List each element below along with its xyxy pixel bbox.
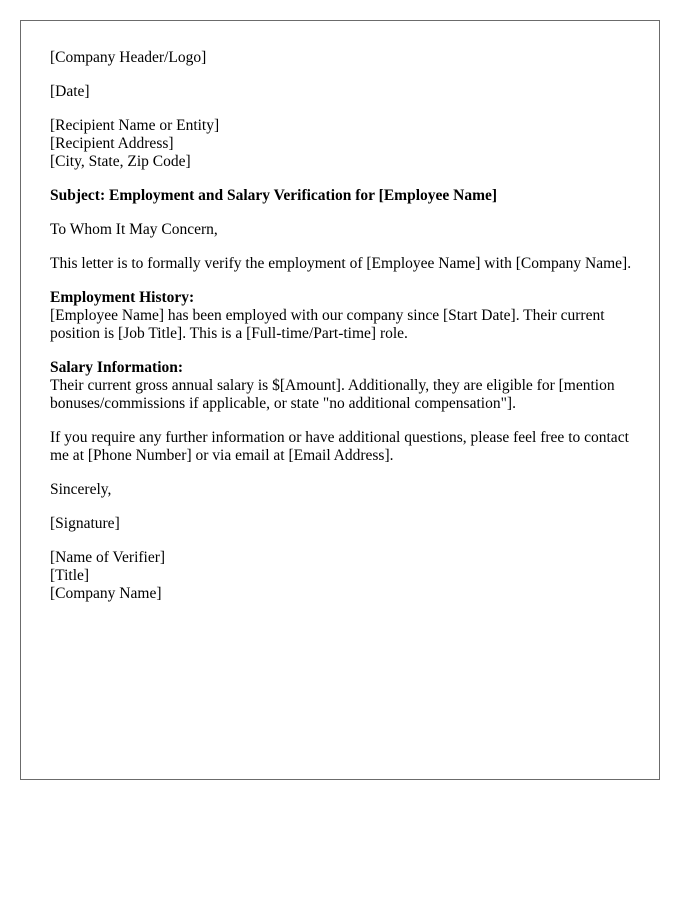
closing: Sincerely, [50, 481, 112, 498]
employment-history-body: [Employee Name] has been employed with our company since [Start Date]. Their current position is [Job Title]. This is a [Full-time/Part-time] role. [50, 307, 605, 342]
letter-date: [Date] [50, 83, 90, 100]
company-header: [Company Header/Logo] [50, 49, 207, 66]
verifier-title: [Title] [50, 567, 90, 584]
recipient-name: [Recipient Name or Entity] [50, 117, 220, 134]
salutation: To Whom It May Concern, [50, 221, 218, 238]
recipient-block [50, 117, 640, 171]
verifier-block [50, 549, 640, 603]
employment-history-heading: Employment History: [50, 289, 195, 306]
recipient-address: [Recipient Address] [50, 135, 174, 152]
signature: [Signature] [50, 515, 120, 532]
letter-body [50, 49, 640, 619]
letter-page [20, 20, 660, 780]
verifier-name: [Name of Verifier] [50, 549, 166, 566]
verifier-company: [Company Name] [50, 585, 162, 602]
salary-information-body: Their current gross annual salary is $[Amount]. Additionally, they are eligible for [mention bonuses/commissions if applicable, or state "no additional compensation"]. [50, 377, 615, 412]
salary-information-section [50, 359, 640, 413]
recipient-city-state-zip: [City, State, Zip Code] [50, 153, 191, 170]
contact-paragraph: If you require any further information or have additional questions, please feel free to contact me at [Phone Number] or via email at [Email Address]. [50, 429, 629, 464]
subject-line: Subject: Employment and Salary Verification for [Employee Name] [50, 187, 498, 204]
intro-paragraph: This letter is to formally verify the employment of [Employee Name] with [Company Name]. [50, 255, 632, 272]
employment-history-section [50, 289, 640, 343]
salary-information-heading: Salary Information: [50, 359, 184, 376]
